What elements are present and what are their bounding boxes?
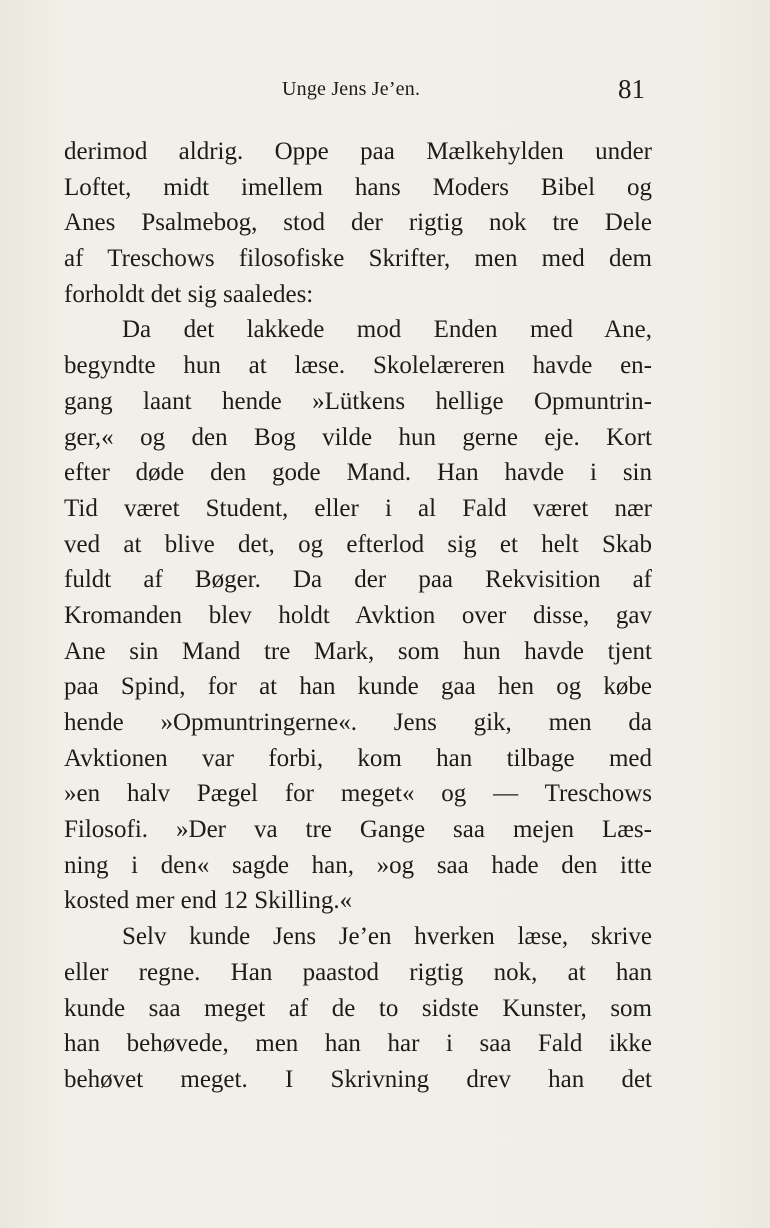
text-line: fuldt af Bøger. Da der paa Rekvisition af: [64, 566, 652, 594]
running-head: [0, 74, 770, 110]
text-line: Anes Psalmebog, stod der rigtig nok tre Dele: [64, 209, 652, 237]
text-line: derimod aldrig. Oppe paa Mælkehylden under: [64, 138, 652, 165]
text-line: af Treschows filosofiske Skrifter, men med dem: [64, 245, 652, 273]
text-line: begyndte hun at læse. Skolelæreren havde en-: [64, 352, 652, 380]
text-line: forholdt det sig saaledes:: [64, 280, 314, 308]
text-line: Filosofi. »Der va tre Gange saa mejen Læs-: [64, 816, 652, 844]
text-line: ved at blive det, og efterlod sig et helt Skab: [64, 530, 652, 558]
text-line: Da det lakkede mod Enden med Ane,: [122, 316, 652, 344]
text-line: ning i den« sagde han, »og saa hade den itte: [64, 851, 652, 879]
text-line: efter døde den gode Mand. Han havde i sin: [64, 459, 652, 487]
text-line: han behøvede, men han har i saa Fald ikke: [64, 1030, 652, 1058]
text-line: kunde saa meget af de to sidste Kunster, som: [64, 994, 652, 1022]
text-line: Avktionen var forbi, kom han tilbage med: [64, 744, 652, 772]
text-line: Ane sin Mand tre Mark, som hun havde tjent: [64, 637, 652, 665]
text-line: kosted mer end 12 Skilling.«: [64, 887, 353, 915]
text-line: eller regne. Han paastod rigtig nok, at han: [64, 958, 652, 986]
text-line: behøvet meget. I Skrivning drev han det: [64, 1065, 652, 1093]
text-line: hende »Opmuntringerne«. Jens gik, men da: [64, 709, 652, 736]
text-line: Tid været Student, eller i al Fald været nær: [64, 494, 652, 522]
text-line: »en halv Pægel for meget« og — Treschows: [64, 780, 652, 808]
text-line: Selv kunde Jens Je’en hverken læse, skrive: [122, 923, 652, 951]
body-text: [64, 134, 652, 1098]
page-number: 81: [618, 74, 645, 104]
text-line: ger,« og den Bog vilde hun gerne eje. Kort: [64, 423, 652, 451]
text-line: Loftet, midt imellem hans Moders Bibel og: [64, 173, 652, 201]
running-title: Unge Jens Je’en.: [282, 78, 421, 100]
text-line: gang laant hende »Lütkens hellige Opmuntrin-: [64, 387, 652, 415]
text-line: paa Spind, for at han kunde gaa hen og købe: [64, 673, 652, 701]
text-line: Kromanden blev holdt Avktion over disse, gav: [64, 601, 652, 629]
